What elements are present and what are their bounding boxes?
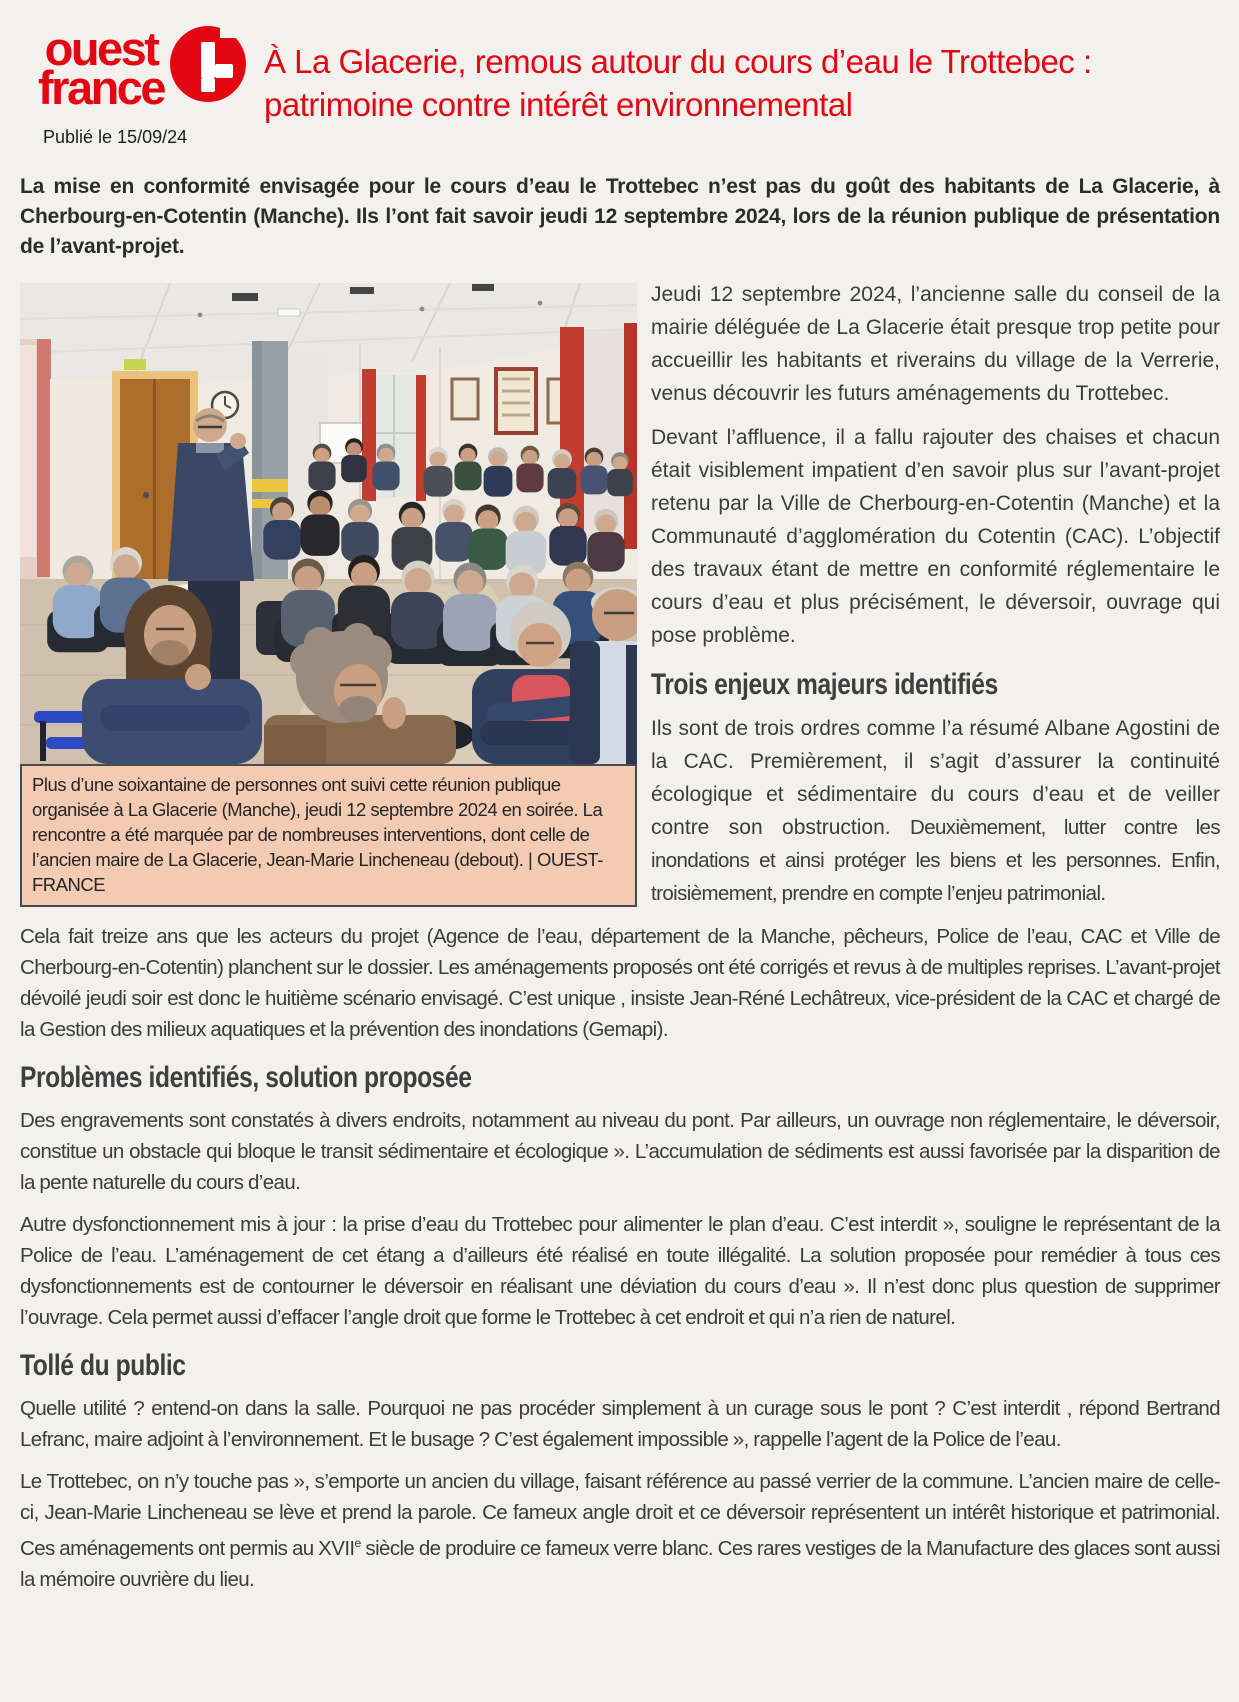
photo-caption: Plus d’une soixantaine de personnes ont suivi cette réunion publique organisée à La Glacerie (Manche), jeudi 12 septembre 2024 en soirée. La rencontre a été marquée par de nombreuses interventions, dont celle de l’ancien maire de La Glacerie, Jean-Marie Lincheneau (debout). | OUEST-FRANCE bbox=[20, 764, 637, 907]
paragraph-7: Quelle utilité ? entend-on dans la salle. Pourquoi ne pas procéder simplement à un curage sous le pont ? C’est interdit , répond Bertrand Lefranc, maire adjoint à l’environnement. Et le busage ? C’est également impossible », rappelle l’agent de la Police de l’eau. bbox=[20, 1397, 1220, 1451]
logo-wordmark bbox=[38, 21, 165, 114]
paragraph-8-part1: Le Trottebec, on n’y touche pas », s’emporte un ancien du village, faisant référence au passé verrier de la commune. L’ancien maire de celle-ci, Jean-Marie Lincheneau se lève et prend la parole. Ce fameux angle droit et ce déversoir représentent un intérêt historique et patrimonial. Ces aménagements ont permis au XVII bbox=[20, 1470, 1220, 1560]
section-heading-tolle: Tollé du public bbox=[20, 1349, 186, 1382]
header bbox=[0, 0, 1239, 168]
publish-date: Publié le 15/09/24 bbox=[43, 127, 188, 147]
ouest-france-circle-icon bbox=[168, 24, 248, 109]
paragraph-1: Jeudi 12 septembre 2024, l’ancienne salle du conseil de la mairie déléguée de La Glacerie était presque trop petite pour accueillir les habitants et riverains du village de la Verrerie, venus découvrir les futurs aménagements du Trottebec. bbox=[651, 283, 1220, 405]
paragraph-2: Devant l’affluence, il a fallu rajouter des chaises et chacun était visiblement impatient d’en savoir plus sur l’avant-projet retenu par la Ville de Cherbourg-en-Cotentin (Manche) et la Communauté d’agglomération du Cotentin (CAC). L’objectif des travaux étant de mettre en conformité réglementaire le cours d’eau et plus précisément, le déversoir, ouvrage qui pose problème. bbox=[651, 426, 1220, 647]
paragraph-3-part2: Deuxièmement, lutter contre les inondations et ainsi protéger les biens et les personnes. Enfin, troisièmement, prendre en compte l’enjeu patrimonial. bbox=[651, 816, 1220, 905]
meeting-room-photo bbox=[20, 283, 637, 764]
article-content bbox=[20, 172, 1220, 1606]
paragraph-5: Des engravements sont constatés à divers endroits, notamment au niveau du pont. Par ailleurs, un ouvrage non réglementaire, le déversoir, constitue un obstacle qui bloque le transit sédimentaire et écologique ». L’accumulation de sédiments est aussi favorisée par la disparition de la pente naturelle du cours d’eau. bbox=[20, 1109, 1220, 1194]
paragraph-3-part1: Ils sont de trois ordres comme l’a résumé Albane Agostini de la CAC. Premièrement, il s’agit d’assurer la continuité écologique et sédimentaire du cours d’eau et de veiller contre son obstruction. bbox=[651, 717, 1220, 839]
article-body bbox=[20, 278, 1220, 1595]
section-heading-trois-enjeux: Trois enjeux majeurs identifiés bbox=[651, 668, 998, 701]
paragraph-4: Cela fait treize ans que les acteurs du projet (Agence de l’eau, département de la Manche, pêcheurs, Police de l’eau, CAC et Ville de Cherbourg-en-Cotentin) planchent sur le dossier. Les aménagements proposés ont été corrigés et revus à de multiples reprises. L’avant-projet dévoilé jeudi soir est donc le huitième scénario envisagé. C’est unique , insiste Jean-Réné Lechâtreux, vice-président de la CAC et chargé de la Gestion des milieux aquatiques et la prévention des inondations (Gemapi). bbox=[20, 925, 1220, 1041]
article-figure bbox=[20, 283, 637, 907]
paragraph-8 bbox=[20, 1466, 1220, 1595]
paragraph-8-part2: siècle de produire ce fameux verre blanc. Ces rares vestiges de la Manufacture des glaces sont aussi la mémoire ouvrière du lieu. bbox=[20, 1536, 1220, 1591]
logo-line2: france bbox=[38, 60, 165, 114]
paragraph-6: Autre dysfonctionnement mis à jour : la prise d’eau du Trottebec pour alimenter le plan d’eau. C’est interdit », souligne le représentant de la Police de l’eau. L’aménagement de cet étang a d’ailleurs été réalisé en toute illégalité. La solution proposée pour remédier à tous ces dysfonctionnements est de contourner le déversoir en réalisant une déviation du cours d’eau ». Il n’est donc plus question de supprimer l’ouvrage. Cela permet aussi d’effacer l’angle droit que forme le Trottebec à cet endroit et qui n’a rien de naturel. bbox=[20, 1213, 1220, 1329]
ouest-france-logo bbox=[38, 21, 248, 114]
article-lede: La mise en conformité envisagée pour le cours d’eau le Trottebec n’est pas du goût des habitants de La Glacerie, à Cherbourg-en-Cotentin (Manche). Ils l’ont fait savoir jeudi 12 septembre 2024, lors de la réunion publique de présentation de l’avant-projet. bbox=[20, 175, 1220, 258]
page-title: À La Glacerie, remous autour du cours d’eau le Trottebec : patrimoine contre intérêt environnemental bbox=[264, 43, 1092, 123]
logo-line1: ouest bbox=[44, 21, 158, 75]
superscript-e: e bbox=[354, 1536, 361, 1550]
section-heading-problemes: Problèmes identifiés, solution proposée bbox=[20, 1061, 472, 1094]
